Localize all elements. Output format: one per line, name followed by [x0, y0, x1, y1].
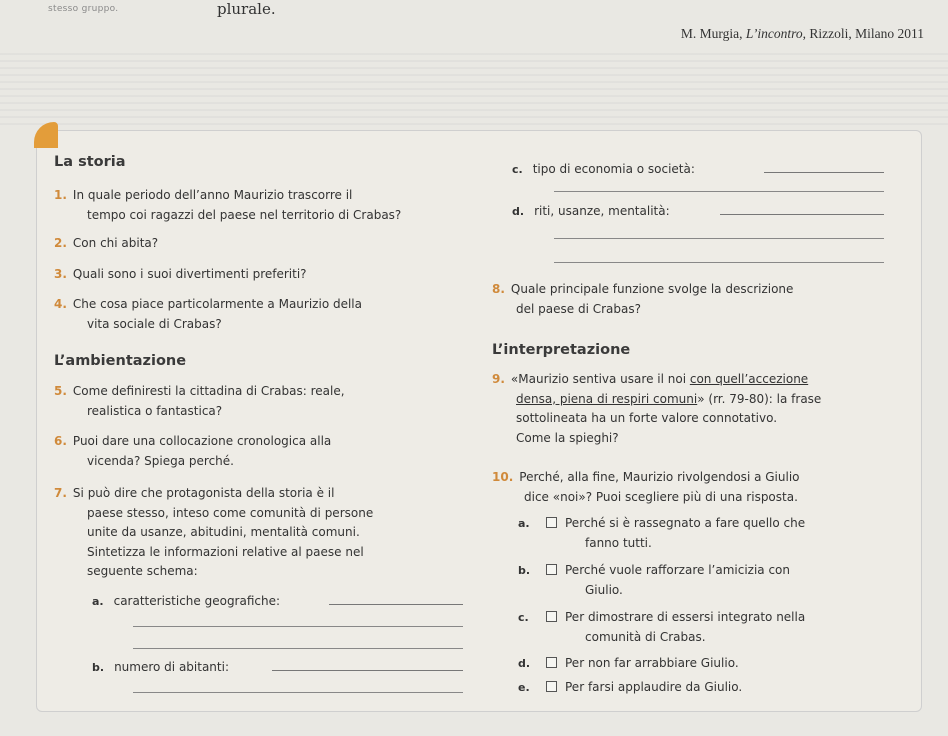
- option-c-line-2: comunità di Crabas.: [585, 629, 706, 644]
- question-9-number: 9.: [492, 372, 505, 386]
- question-10: [492, 468, 912, 507]
- option-e: [518, 678, 898, 698]
- schema-d-label: d.: [512, 205, 525, 218]
- option-d-label: d.: [518, 657, 531, 670]
- question-1-line-1: In quale periodo dell’anno Maurizio trascorre il: [72, 188, 353, 202]
- schema-a-answer-field-1[interactable]: [329, 594, 463, 605]
- question-10-line-1: Perché, alla fine, Maurizio rivolgendosi a Giulio: [519, 470, 800, 484]
- schema-b-text: numero di abitanti:: [114, 660, 229, 674]
- schema-c-answer-field-2[interactable]: [554, 191, 884, 192]
- question-5: [54, 382, 474, 421]
- question-9: [492, 370, 912, 448]
- schema-d-answer-field-2[interactable]: [554, 238, 884, 239]
- option-c: [518, 608, 898, 647]
- schema-c-answer-field-1[interactable]: [764, 162, 884, 173]
- option-b-line-1: Perché vuole rafforzare l’amicizia con: [565, 563, 790, 577]
- question-9-line-2-text: » (rr. 79-80): la frase: [697, 391, 822, 406]
- option-b-label: b.: [518, 564, 531, 577]
- option-a-line-1: Perché si è rassegnato a fare quello che: [565, 516, 806, 530]
- schema-a-answer-field-3[interactable]: [133, 648, 463, 649]
- question-9-line-1-text: «Maurizio sentiva usare il noi: [510, 372, 690, 386]
- question-5-number: 5.: [54, 384, 67, 398]
- question-1-line-2: tempo coi ragazzi del paese nel territorio di Crabas?: [87, 207, 402, 222]
- schema-item-a: [92, 592, 280, 612]
- question-8: [492, 280, 902, 319]
- option-a-line-2: fanno tutti.: [585, 535, 652, 550]
- citation: [681, 26, 924, 42]
- section-title-la-storia: La storia: [54, 154, 126, 170]
- schema-d-answer-field-3[interactable]: [554, 262, 884, 263]
- header-fragment-left: stesso gruppo.: [48, 4, 119, 14]
- question-5-line-1: Come definiresti la cittadina di Crabas: reale,: [72, 384, 345, 398]
- question-7-line-3: unite da usanze, abitudini, mentalità comuni.: [87, 525, 360, 539]
- schema-c-label: c.: [512, 163, 523, 176]
- schema-a-label: a.: [92, 595, 104, 608]
- option-e-line-1: Per farsi applaudire da Giulio.: [565, 680, 743, 694]
- question-7-line-2: paese stesso, inteso come comunità di persone: [87, 505, 374, 520]
- question-3: [54, 265, 307, 285]
- schema-b-answer-field-2[interactable]: [133, 692, 463, 693]
- section-title-interpretazione: L’interpretazione: [492, 342, 631, 358]
- question-9-line-3: sottolineata ha un forte valore connotativo.: [516, 411, 778, 425]
- question-4: [54, 295, 474, 334]
- option-e-checkbox[interactable]: [546, 681, 557, 692]
- question-6-line-1: Puoi dare una collocazione cronologica alla: [72, 434, 332, 448]
- question-7-line-5: seguente schema:: [87, 564, 198, 578]
- question-1-number: 1.: [54, 188, 67, 202]
- option-b: [518, 561, 898, 600]
- option-d-checkbox[interactable]: [546, 657, 557, 668]
- option-a-checkbox[interactable]: [546, 517, 557, 528]
- header-fragment-word: plurale.: [217, 0, 276, 18]
- option-d: [518, 654, 898, 674]
- question-1: [54, 186, 474, 225]
- question-4-number: 4.: [54, 297, 67, 311]
- question-4-line-1: Che cosa piace particolarmente a Maurizio della: [72, 297, 362, 311]
- schema-d-text: riti, usanze, mentalità:: [534, 204, 670, 218]
- question-3-text: Quali sono i suoi divertimenti preferiti?: [72, 267, 307, 281]
- question-6-number: 6.: [54, 434, 67, 448]
- question-8-line-1: Quale principale funzione svolge la descrizione: [510, 282, 794, 296]
- option-e-label: e.: [518, 681, 530, 694]
- option-c-line-1: Per dimostrare di essersi integrato nella: [565, 610, 806, 624]
- section-title-ambientazione: L’ambientazione: [54, 353, 187, 369]
- schema-a-text: caratteristiche geografiche:: [113, 594, 281, 608]
- citation-author: M. Murgia,: [680, 26, 746, 41]
- schema-b-label: b.: [92, 661, 105, 674]
- question-9-underlined-phrase-2: densa, piena di respiri comuni: [516, 391, 698, 406]
- option-a: [518, 514, 898, 553]
- question-7-line-4: Sintetizza le informazioni relative al paese nel: [87, 544, 364, 559]
- question-7-number: 7.: [54, 486, 67, 500]
- question-6-line-2: vicenda? Spiega perché.: [87, 453, 234, 468]
- option-b-line-2: Giulio.: [585, 582, 623, 597]
- question-8-line-2: del paese di Crabas?: [516, 301, 641, 316]
- schema-item-c: [512, 160, 695, 180]
- ruled-lines-background: [0, 48, 948, 130]
- question-8-number: 8.: [492, 282, 505, 296]
- option-c-label: c.: [518, 611, 529, 624]
- option-b-checkbox[interactable]: [546, 564, 557, 575]
- schema-item-d: [512, 202, 670, 222]
- option-a-label: a.: [518, 517, 530, 530]
- question-3-number: 3.: [54, 267, 67, 281]
- option-d-line-1: Per non far arrabbiare Giulio.: [565, 656, 739, 670]
- question-4-line-2: vita sociale di Crabas?: [87, 316, 222, 331]
- question-10-number: 10.: [492, 470, 514, 484]
- question-2: [54, 234, 158, 254]
- citation-title: L’incontro: [745, 26, 803, 41]
- question-7-line-1: Si può dire che protagonista della storia è il: [72, 486, 335, 500]
- question-9-line-4: Come la spieghi?: [516, 430, 619, 445]
- option-c-checkbox[interactable]: [546, 611, 557, 622]
- schema-c-text: tipo di economia o società:: [532, 162, 695, 176]
- question-10-line-2: dice «noi»? Puoi scegliere più di una risposta.: [524, 489, 798, 504]
- citation-publisher: , Rizzoli, Milano 2011: [802, 26, 924, 41]
- question-7: [54, 484, 474, 582]
- question-9-underlined-phrase-1: con quell’accezione: [689, 372, 809, 386]
- question-6: [54, 432, 474, 471]
- schema-item-b: [92, 658, 229, 678]
- question-5-line-2: realistica o fantastica?: [87, 403, 223, 418]
- schema-d-answer-field-1[interactable]: [720, 204, 884, 215]
- schema-a-answer-field-2[interactable]: [133, 626, 463, 627]
- question-2-text: Con chi abita?: [72, 236, 159, 250]
- schema-b-answer-field-1[interactable]: [272, 660, 463, 671]
- question-2-number: 2.: [54, 236, 67, 250]
